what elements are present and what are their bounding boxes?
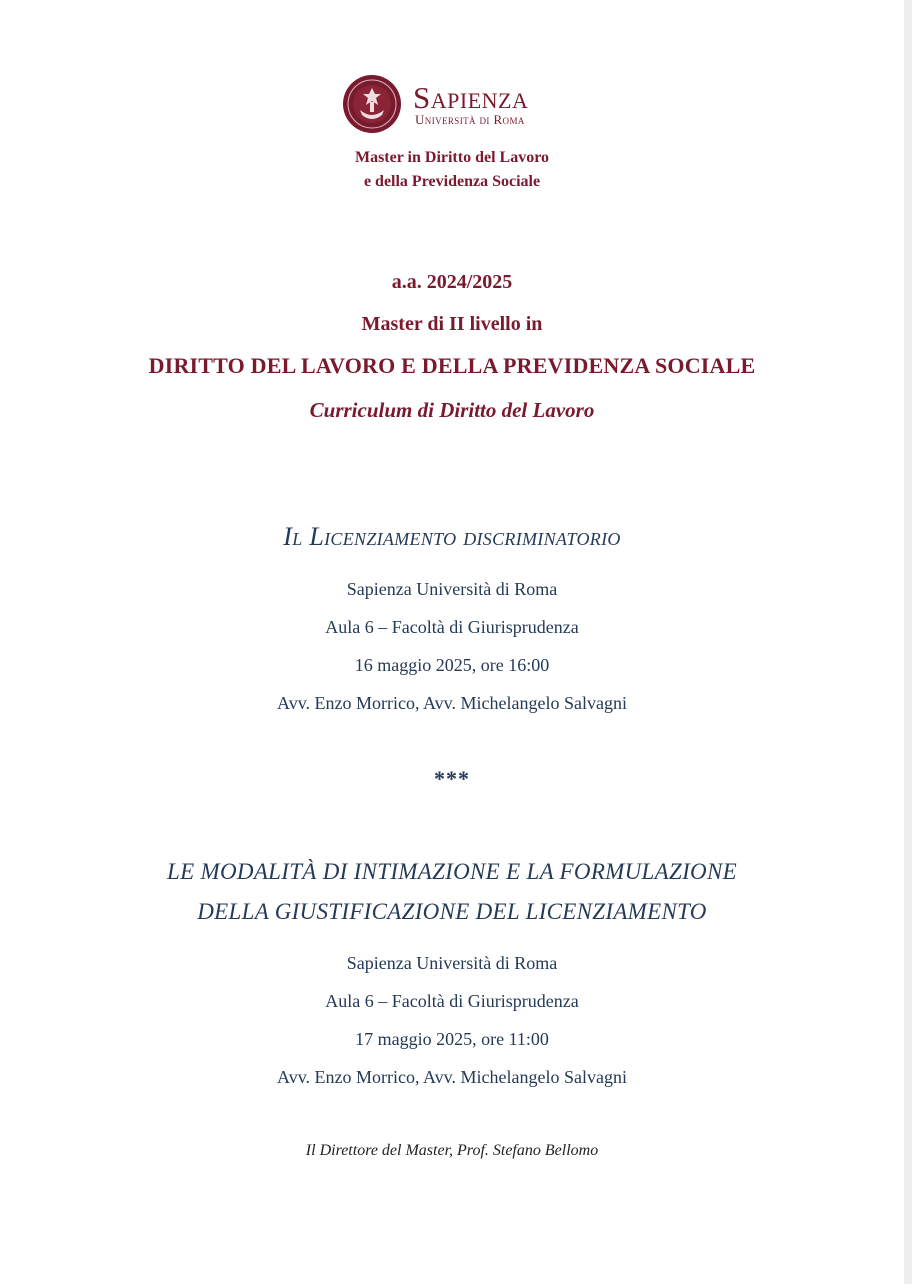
sapienza-seal-icon <box>342 74 402 134</box>
curriculum-title: Curriculum di Diritto del Lavoro <box>309 398 595 422</box>
event-1-datetime: 16 maggio 2025, ore 16:00 <box>354 655 550 675</box>
event-2-room: Aula 6 – Facoltà di Giurisprudenza <box>325 991 579 1011</box>
event-2-speakers: Avv. Enzo Morrico, Avv. Michelangelo Salvagni <box>277 1067 627 1087</box>
program-title: DIRITTO DEL LAVORO E DELLA PREVIDENZA SOCIALE <box>148 353 756 378</box>
event-1-room: Aula 6 – Facoltà di Giurisprudenza <box>325 617 579 637</box>
event-2-title-line-2: DELLA GIUSTIFICAZIONE DEL LICENZIAMENTO <box>197 899 707 924</box>
academic-year: a.a. 2024/2025 <box>391 271 513 293</box>
master-name-line-2: e della Previdenza Sociale <box>363 173 541 190</box>
section-separator: *** <box>434 766 470 791</box>
university-subtitle: Università di Roma <box>415 112 525 127</box>
event-1-title: Il Licenziamento discriminatorio <box>283 522 621 551</box>
university-wordmark <box>413 80 529 128</box>
page-edge <box>904 0 912 1284</box>
event-1-venue: Sapienza Università di Roma <box>346 579 558 599</box>
master-level: Master di II livello in <box>361 313 543 335</box>
university-logo <box>342 74 572 138</box>
event-2-title-line-1: LE MODALITÀ DI INTIMAZIONE E LA FORMULAZIONE <box>167 859 737 884</box>
university-name: Sapienza <box>413 80 529 115</box>
event-2-datetime: 17 maggio 2025, ore 11:00 <box>355 1029 549 1049</box>
event-1-speakers: Avv. Enzo Morrico, Avv. Michelangelo Salvagni <box>277 693 627 713</box>
master-name-line-1: Master in Diritto del Lavoro <box>354 149 550 166</box>
director-signature-line: Il Direttore del Master, Prof. Stefano Bellomo <box>305 1142 599 1159</box>
event-2-venue: Sapienza Università di Roma <box>346 953 558 973</box>
